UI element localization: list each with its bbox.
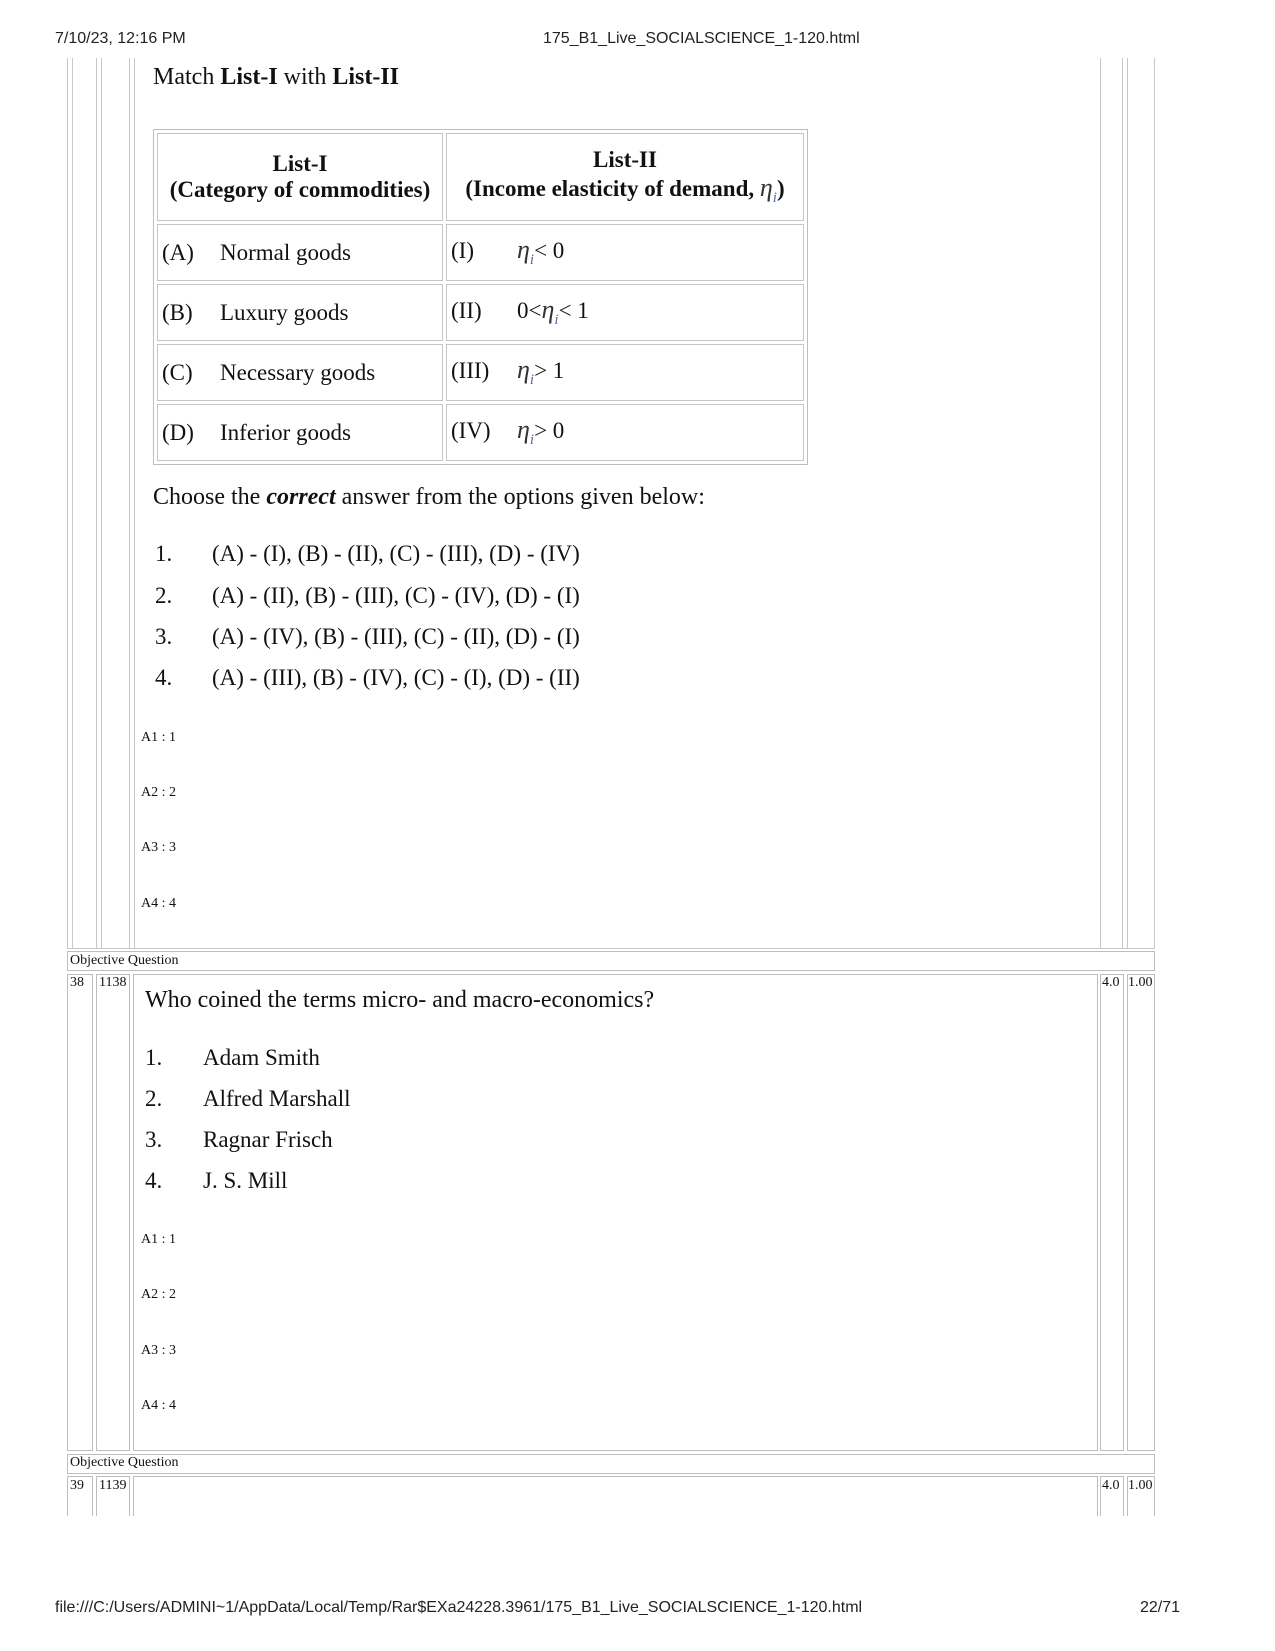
table-border — [67, 948, 1155, 949]
q37-answer-key: A2 : 2 — [141, 785, 176, 800]
list2-cell: (II) $0<\eta_i< 1$ — [446, 284, 804, 341]
table-border — [96, 58, 97, 948]
list1-cell: (B) Luxury goods — [157, 284, 443, 341]
list1-cell: (C) Necessary goods — [157, 344, 443, 401]
q38-option-number: 3. — [145, 1127, 163, 1152]
q38-option-text: Alfred Marshall — [203, 1086, 351, 1111]
table-border — [67, 58, 68, 948]
question-type-cell — [67, 951, 1155, 971]
table-border — [101, 58, 102, 948]
list1-header: List-I (Category of commodities) — [157, 133, 443, 221]
table-border — [72, 58, 73, 948]
question-negative-marks: 1.00 — [1128, 975, 1153, 990]
match-row — [157, 224, 804, 281]
question-type-label: Objective Question — [70, 953, 179, 968]
list2-cell: (III) $\eta_i> 1$ — [446, 344, 804, 401]
table-border — [1100, 58, 1101, 948]
q37-option-number: 3. — [155, 624, 173, 649]
match-table-header — [157, 133, 804, 221]
q37-answer-key: A1 : 1 — [141, 730, 176, 745]
question-type-cell — [67, 1454, 1155, 1474]
q37-option-number: 2. — [155, 583, 173, 608]
list2-cell: (IV) $\eta_i> 0$ — [446, 404, 804, 461]
list2-header: List-II (Income elasticity of demand, $\eta_i$) — [446, 133, 804, 221]
q38-option-text: Adam Smith — [203, 1045, 320, 1070]
serial-cell — [67, 974, 93, 1451]
question-serial: 38 — [70, 975, 84, 990]
q38-option-number: 4. — [145, 1168, 163, 1193]
q37-instruction: Choose the correct answer from the options given below: — [153, 484, 705, 510]
q37-option-number: 1. — [155, 541, 173, 566]
q38-question-text: Who coined the terms micro- and macro-economics? — [145, 987, 655, 1013]
q37-option-text: (A) - (IV), (B) - (III), (C) - (II), (D) - (I) — [212, 624, 580, 649]
q37-option-text: (A) - (II), (B) - (III), (C) - (IV), (D) - (I) — [212, 583, 580, 608]
q37-option-text: (A) - (I), (B) - (II), (C) - (III), (D) - (IV) — [212, 541, 580, 566]
q38-option-number: 1. — [145, 1045, 163, 1070]
question-id: 1139 — [99, 1478, 127, 1493]
q37-intro: Match List-I with List-II — [153, 64, 400, 90]
table-border — [129, 58, 130, 948]
q37-option-number: 4. — [155, 665, 173, 690]
q37-answer-key: A3 : 3 — [141, 840, 176, 855]
question-marks: 4.0 — [1102, 975, 1120, 990]
q38-option-text: Ragnar Frisch — [203, 1127, 333, 1152]
print-datetime: 7/10/23, 12:16 PM — [55, 30, 186, 47]
q38-answer-key: A4 : 4 — [141, 1398, 176, 1413]
table-border — [134, 58, 135, 948]
question-negative-marks: 1.00 — [1128, 1478, 1153, 1493]
print-file-path: file:///C:/Users/ADMINI~1/AppData/Local/Temp/Rar$EXa24228.3961/175_B1_Live_SOCIALSCIENCE_1-120.html — [55, 1599, 863, 1616]
q38-option-number: 2. — [145, 1086, 163, 1111]
table-border — [1127, 58, 1128, 948]
question-type-label: Objective Question — [70, 1455, 179, 1470]
match-row — [157, 344, 804, 401]
question-marks: 4.0 — [1102, 1478, 1120, 1493]
q37-answer-key: A4 : 4 — [141, 896, 176, 911]
question-id: 1138 — [99, 975, 127, 990]
q37-option-text: (A) - (III), (B) - (IV), (C) - (I), (D) - (II) — [212, 665, 580, 690]
question-serial: 39 — [70, 1478, 84, 1493]
match-row — [157, 404, 804, 461]
q38-answer-key: A3 : 3 — [141, 1343, 176, 1358]
qid-cell — [96, 974, 130, 1451]
list1-cell: (A) Normal goods — [157, 224, 443, 281]
match-table — [153, 129, 808, 465]
marks-cell — [1100, 974, 1124, 1451]
question-cell — [133, 1476, 1098, 1516]
table-border — [1154, 58, 1155, 948]
table-border — [1122, 58, 1123, 948]
q38-option-text: J. S. Mill — [203, 1168, 288, 1193]
list2-cell: (I) $\eta_i< 0$ — [446, 224, 804, 281]
q38-answer-key: A2 : 2 — [141, 1287, 176, 1302]
print-page-counter: 22/71 — [1140, 1599, 1181, 1616]
list1-cell: (D) Inferior goods — [157, 404, 443, 461]
print-doc-title: 175_B1_Live_SOCIALSCIENCE_1-120.html — [543, 30, 860, 47]
q38-answer-key: A1 : 1 — [141, 1232, 176, 1247]
match-row — [157, 284, 804, 341]
neg-marks-cell — [1127, 974, 1155, 1451]
